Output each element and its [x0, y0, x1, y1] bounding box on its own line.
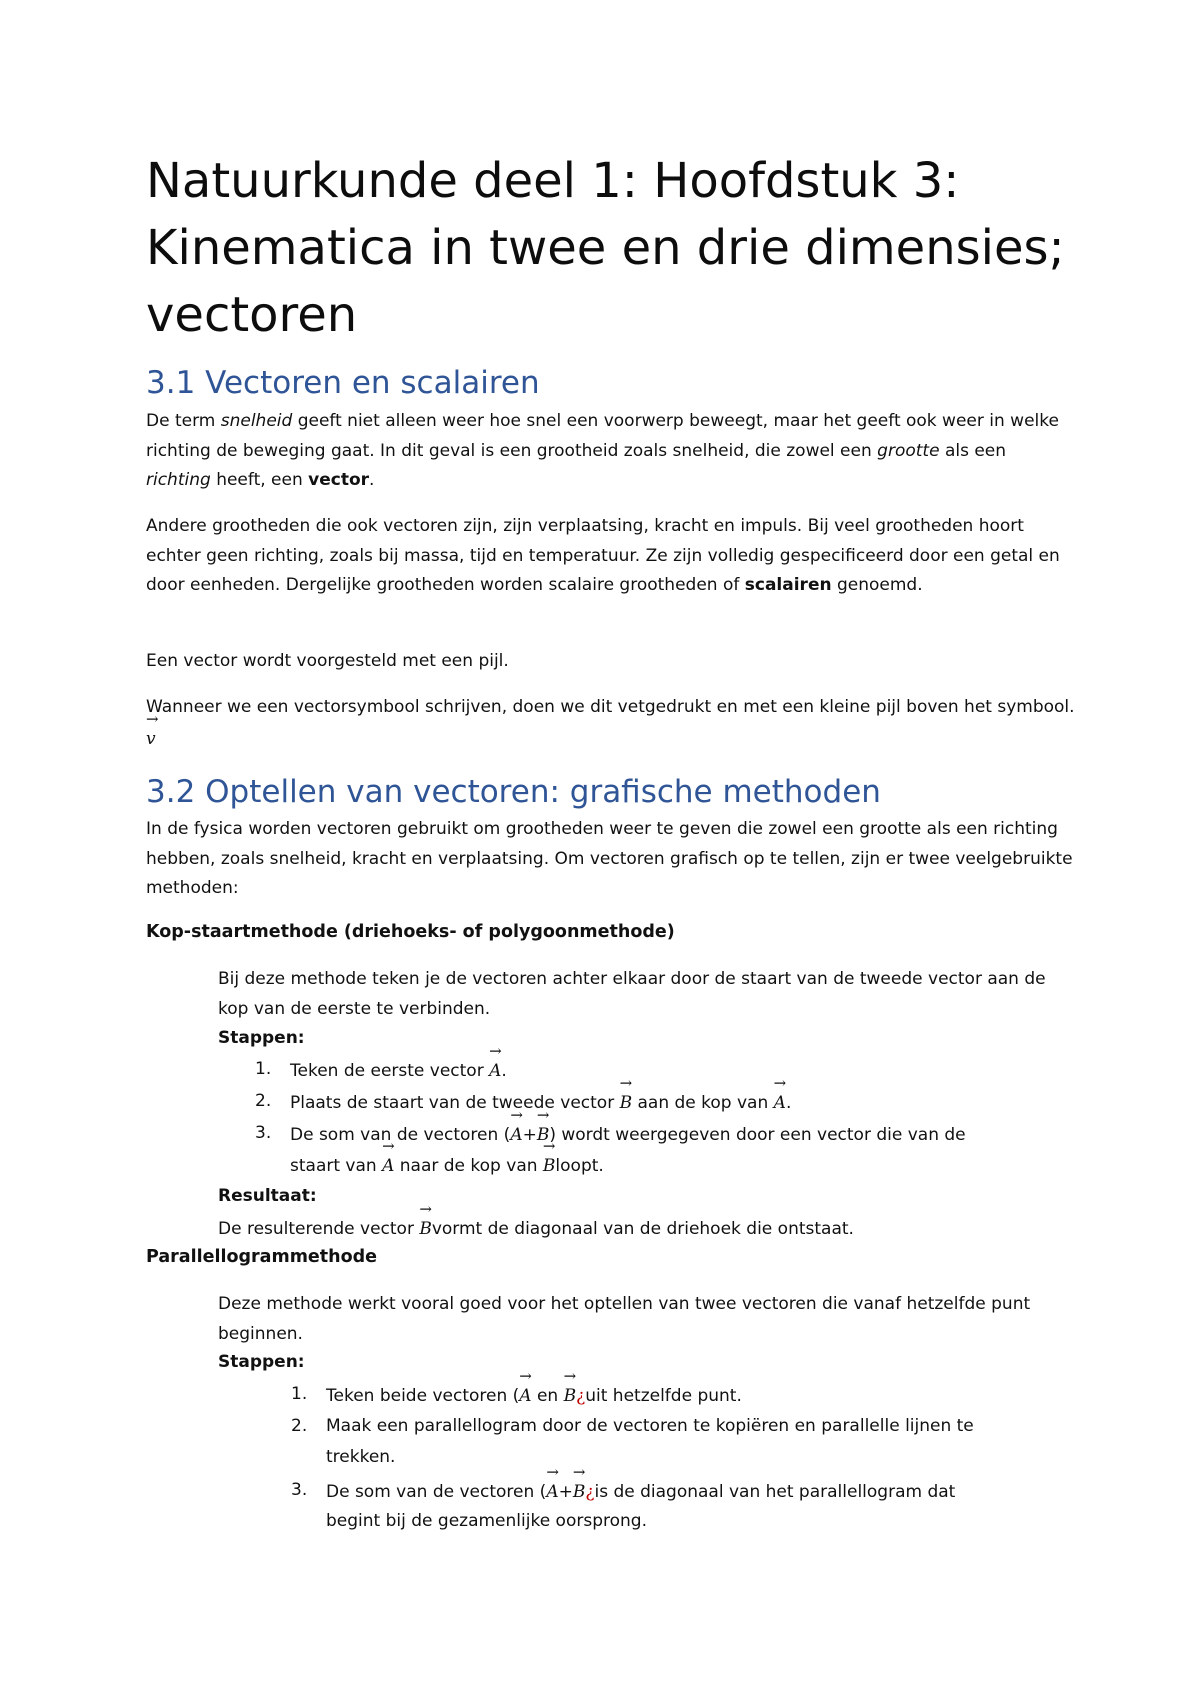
term-scalairen: scalairen	[744, 575, 832, 595]
steps-label: Stappen:	[218, 1352, 305, 1372]
result-text	[218, 1213, 854, 1245]
text: De resulterende vector	[218, 1219, 420, 1239]
text: Teken de eerste vector	[290, 1061, 490, 1081]
vector-b-symbol: → B	[537, 1119, 550, 1151]
text: heeft, een	[210, 470, 309, 490]
text: Andere grootheden die ook vectoren zijn, zijn verplaatsing, kracht en impuls. Bij veel grootheden hoort echter geen richting, zoals bij massa, tijd en temperatuur. Ze zijn volledig gespecificeerd door een getal en door eenheden. Dergelijke grootheden worden scalaire grootheden of	[146, 516, 1060, 595]
paragraph-scalairen	[146, 512, 1076, 601]
paragraph-pijl: Een vector wordt voorgesteld met een pijl.	[146, 651, 509, 671]
term-vector: vector	[308, 470, 370, 490]
method-parallellogram-heading: Parallellogrammethode	[146, 1247, 378, 1267]
term-richting: richting	[146, 470, 211, 490]
step-2-text-line-1: Maak een parallellogram door de vectoren te kopiëren en parallelle lijnen te	[326, 1416, 974, 1436]
text: geeft niet alleen weer hoe snel een voorwerp beweegt, maar het geeft ook weer in welke richting de beweging gaat. In dit geval is een grootheid zoals snelheid, die zowel een	[146, 411, 1059, 461]
step-3-text-line-2: begint bij de gezamenlijke oorsprong.	[326, 1511, 647, 1531]
plus-sign: +	[558, 1482, 573, 1502]
step-1-text	[290, 1055, 507, 1087]
text: vormt de diagonaal van de driehoek die ontstaat.	[431, 1219, 854, 1239]
vector-a-symbol: → A	[382, 1150, 394, 1182]
plus-sign: +	[522, 1125, 537, 1145]
method-kop-staart-description: Bij deze methode teken je de vectoren achter elkaar door de staart van de tweede vector aan de kop van de eerste te verbinden.	[218, 969, 1046, 1019]
paragraph-vectorsymbool	[146, 693, 1076, 754]
vector-b-symbol: → B	[543, 1150, 556, 1182]
text: naar de kop van	[394, 1156, 543, 1176]
text: staart van	[290, 1156, 383, 1176]
step-1-text	[326, 1380, 742, 1412]
vector-a-symbol: → A	[510, 1119, 522, 1151]
step-2-text-line-2: trekken.	[326, 1447, 396, 1467]
text: .	[501, 1061, 507, 1081]
document-title: Natuurkunde deel 1: Hoofdstuk 3: Kinematica in twee en drie dimensies; vectoren	[146, 153, 1065, 343]
text: en	[531, 1386, 564, 1406]
method-parallellogram-description: Deze methode werkt vooral goed voor het optellen van twee vectoren die vanaf hetzelfde punt beginnen.	[218, 1294, 1031, 1344]
vector-b-symbol: → B	[620, 1087, 633, 1119]
steps-label: Stappen:	[218, 1028, 305, 1048]
text: De som van de vectoren (	[326, 1482, 547, 1502]
section-3-2-heading: 3.2 Optellen van vectoren: grafische methoden	[146, 774, 881, 810]
method-kop-staart-heading: Kop-staartmethode (driehoeks- of polygoonmethode)	[146, 922, 675, 942]
step-number: 2.	[255, 1091, 272, 1111]
vector-b-symbol: → B	[573, 1476, 586, 1508]
step-number: 3.	[291, 1480, 308, 1500]
vector-a-symbol: → A	[519, 1380, 531, 1412]
text: .	[785, 1093, 792, 1113]
step-number: 1.	[255, 1059, 272, 1079]
text: ) wordt weergegeven door een vector die van de	[549, 1125, 966, 1145]
result-label: Resultaat:	[218, 1186, 317, 1206]
text: De som van de vectoren (	[290, 1125, 511, 1145]
paragraph-snelheid	[146, 407, 1076, 496]
vector-a-symbol: → A	[546, 1476, 558, 1508]
text: loopt.	[555, 1156, 604, 1176]
text: genoemd.	[831, 575, 923, 595]
section-3-1-heading: 3.1 Vectoren en scalairen	[146, 365, 540, 401]
term-grootte: grootte	[877, 440, 940, 461]
step-number: 2.	[291, 1416, 308, 1436]
text: is de diagonaal van het parallellogram dat	[594, 1482, 956, 1502]
text: Teken beide vectoren (	[326, 1386, 520, 1406]
step-number: 3.	[255, 1123, 272, 1143]
text: als een	[939, 440, 1007, 461]
paragraph-intro-methoden: In de fysica worden vectoren gebruikt om grootheden weer te geven die zowel een grootte als een richting hebben, zoals snelheid, kracht en verplaatsing. Om vectoren grafisch op te tellen, zijn er twee veelgebruikte methoden:	[146, 819, 1073, 898]
step-3-text-line-2	[290, 1150, 604, 1182]
vector-v-symbol: → v	[146, 723, 156, 755]
term-snelheid: snelheid	[220, 411, 293, 431]
text: aan de kop van	[632, 1093, 774, 1113]
vector-b-symbol: → B	[419, 1213, 432, 1245]
text: Wanneer we een vectorsymbool schrijven, doen we dit vetgedrukt en met een kleine pijl boven het symbool.	[146, 697, 1075, 717]
text: uit hetzelfde punt.	[585, 1386, 742, 1406]
step-number: 1.	[291, 1384, 308, 1404]
vector-a-symbol: → A	[774, 1087, 786, 1119]
step-3-text-line-1	[326, 1476, 955, 1508]
text: .	[369, 470, 375, 490]
vector-b-symbol: → B	[564, 1380, 577, 1412]
render-error-glyph: ¿	[576, 1386, 586, 1406]
vector-a-symbol: → A	[489, 1055, 501, 1087]
render-error-glyph: ¿	[585, 1482, 595, 1502]
text: Plaats de staart van de tweede vector	[290, 1093, 620, 1113]
text: De term	[146, 411, 221, 431]
